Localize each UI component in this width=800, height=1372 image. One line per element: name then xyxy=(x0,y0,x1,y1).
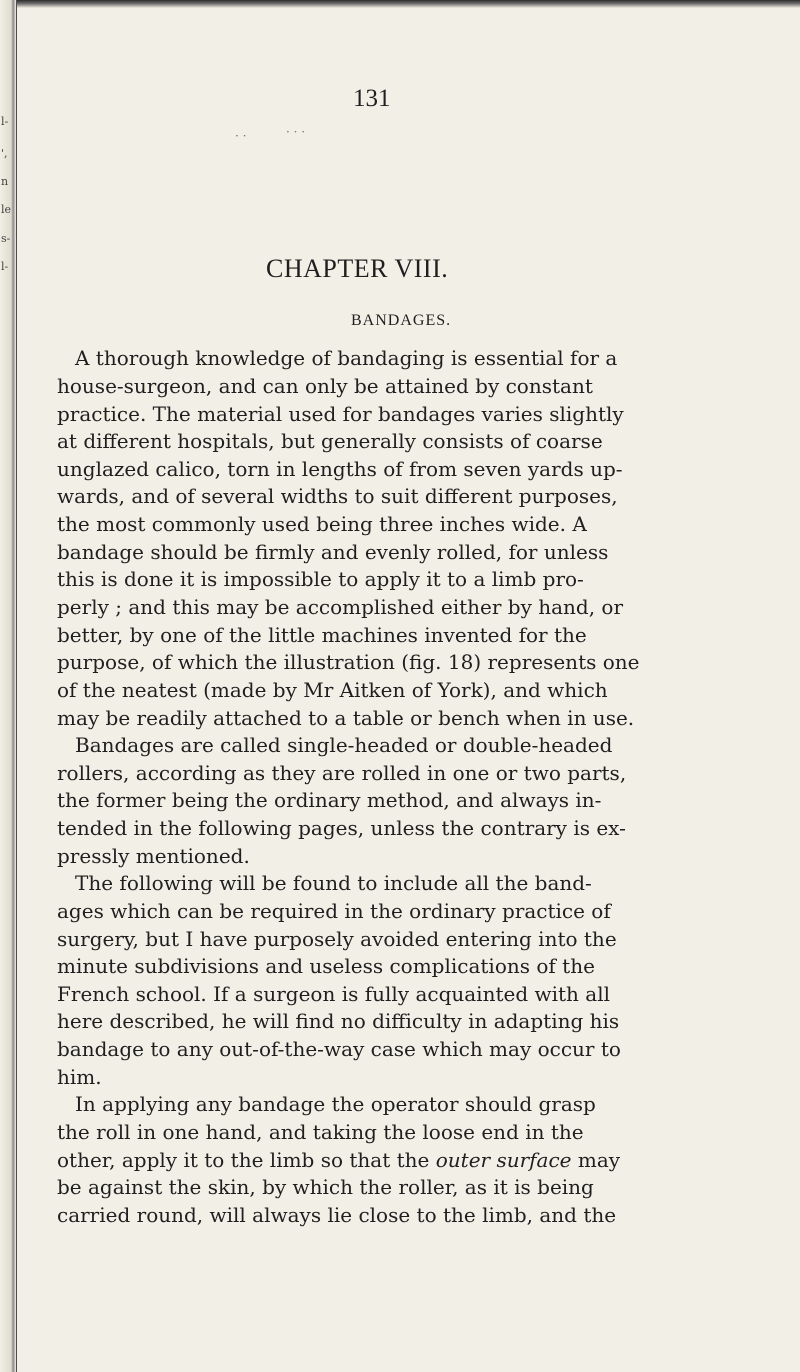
body-line-20: The following will be found to include all the band- xyxy=(75,871,592,895)
body-line-32: carried round, will always lie close to the limb, and the xyxy=(57,1203,617,1227)
chapter-title: CHAPTER VIII. xyxy=(266,254,449,283)
body-line-28: In applying any bandage the operator should grasp xyxy=(75,1092,596,1116)
decorative-dots: · · xyxy=(235,129,247,143)
body-line-18: tended in the following pages, unless the contrary is ex- xyxy=(57,816,626,840)
body-line-29: the roll in one hand, and taking the loose end in the xyxy=(57,1120,584,1144)
body-line-5: unglazed calico, torn in lengths of from seven yards up- xyxy=(57,457,623,481)
margin-fragment: n xyxy=(1,175,9,188)
body-line-15: Bandages are called single-headed or double-headed xyxy=(75,733,613,757)
body-line-21: ages which can be required in the ordinary practice of xyxy=(57,899,611,923)
body-line-25: here described, he will find no difficulty in adapting his xyxy=(57,1009,620,1033)
body-line-3: practice. The material used for bandages varies slightly xyxy=(57,402,624,426)
body-line-13: of the neatest (made by Mr Aitken of York), and which xyxy=(57,678,608,702)
body-line-26: bandage to any out-of-the-way case which may occur to xyxy=(57,1037,621,1061)
decorative-dots: · · · xyxy=(286,125,306,139)
body-line-24: French school. If a surgeon is fully acquainted with all xyxy=(57,982,610,1006)
left-page-edge xyxy=(0,0,17,1372)
top-scan-shadow xyxy=(0,0,800,8)
body-line-23: minute subdivisions and useless complications of the xyxy=(57,954,595,978)
body-line-6: wards, and of several widths to suit different purposes, xyxy=(57,484,618,508)
body-line-27: him. xyxy=(57,1065,102,1089)
body-line-22: surgery, but I have purposely avoided entering into the xyxy=(57,927,617,951)
body-line-9: this is done it is impossible to apply it to a limb pro- xyxy=(57,567,584,591)
body-line-7: the most commonly used being three inches wide. A xyxy=(57,512,587,536)
page-number: 131 xyxy=(353,85,391,112)
margin-fragment: s- xyxy=(1,232,11,245)
body-line-16: rollers, according as they are rolled in one or two parts, xyxy=(57,761,627,785)
margin-fragment: l- xyxy=(1,115,9,128)
body-line-8: bandage should be firmly and evenly rolled, for unless xyxy=(57,540,609,564)
margin-fragment: ', xyxy=(1,147,8,160)
body-line-10: perly ; and this may be accomplished either by hand, or xyxy=(57,595,624,619)
body-line-2: house-surgeon, and can only be attained by constant xyxy=(57,374,593,398)
body-line-30: other, apply it to the limb so that the outer surface may xyxy=(57,1148,621,1172)
body-line-12: purpose, of which the illustration (fig. 18) represents one xyxy=(57,650,640,674)
body-line-1: A thorough knowledge of bandaging is essential for a xyxy=(75,346,618,370)
section-title: BANDAGES. xyxy=(351,312,452,329)
body-line-4: at different hospitals, but generally consists of coarse xyxy=(57,429,603,453)
body-line-11: better, by one of the little machines invented for the xyxy=(57,623,587,647)
body-line-31: be against the skin, by which the roller, as it is being xyxy=(57,1175,594,1199)
italic-phrase-outer-surface: outer surface xyxy=(435,1148,572,1172)
body-line-14: may be readily attached to a table or bench when in use. xyxy=(57,706,635,730)
margin-fragment: l- xyxy=(1,260,9,273)
body-line-19: pressly mentioned. xyxy=(57,844,250,868)
margin-fragment: le xyxy=(1,203,12,216)
body-line-17: the former being the ordinary method, and always in- xyxy=(57,788,602,812)
